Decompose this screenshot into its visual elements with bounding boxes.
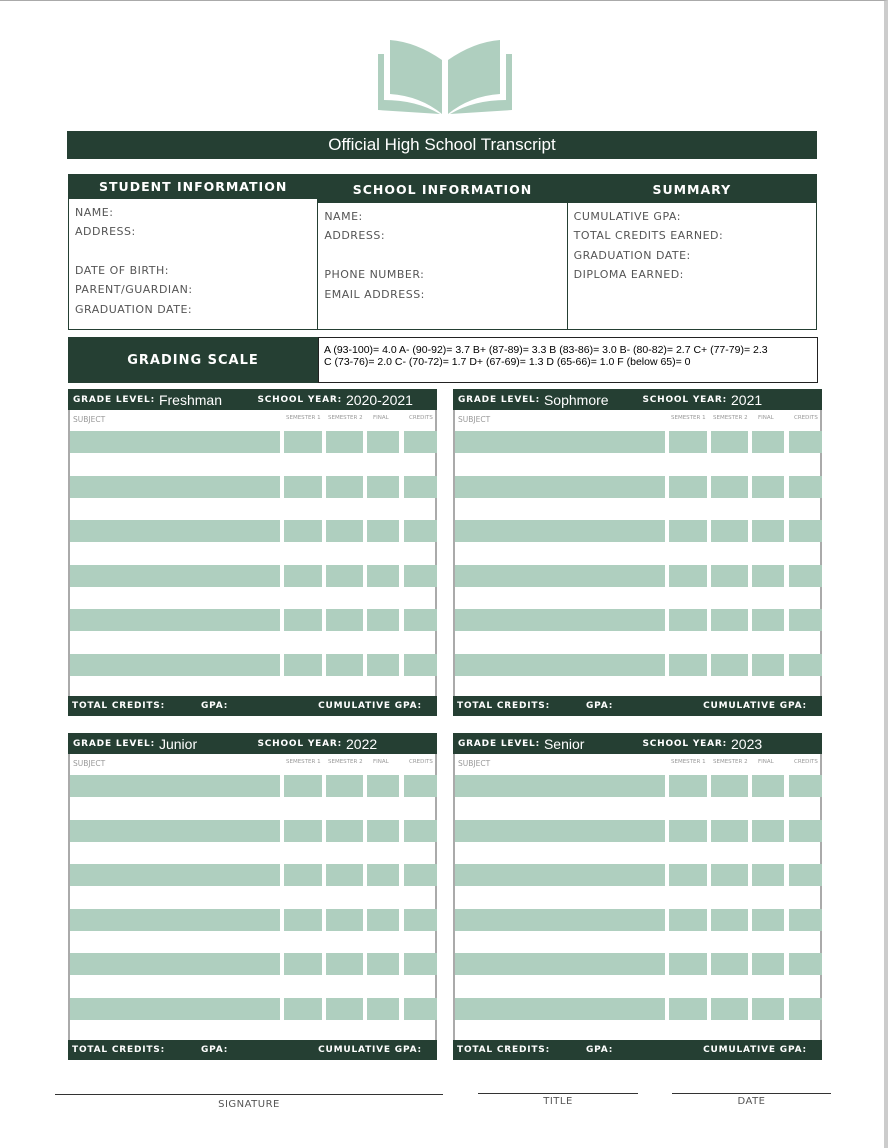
grading-scale-line: A (93-100)= 4.0 A- (90-92)= 3.7 B+ (87-89)= 3.3 B (83-86)= 3.0 B- (80-82)= 2.7 C+ (77-79)= 2.3 [324, 344, 768, 356]
final-cell[interactable] [752, 654, 784, 676]
grade-table-header [453, 733, 822, 754]
field-label [75, 244, 311, 263]
grade-table-footer [453, 696, 822, 716]
gpa-label: GPA: [201, 701, 229, 711]
total-credits-label: TOTAL CREDITS: [72, 1045, 165, 1055]
semester-1-cell[interactable] [284, 654, 322, 676]
subject-cell[interactable] [455, 909, 665, 931]
final-cell[interactable] [367, 820, 399, 842]
credits-cell[interactable] [404, 820, 437, 842]
subject-cell[interactable] [70, 998, 280, 1020]
final-cell[interactable] [367, 864, 399, 886]
final-header: FINAL [373, 759, 389, 765]
subject-header: SUBJECT [73, 415, 106, 424]
grade-level-value: Junior [158, 735, 198, 752]
field-label: GRADUATION DATE: [573, 248, 691, 262]
info-table [68, 174, 817, 330]
final-cell[interactable] [752, 820, 784, 842]
semester-1-cell[interactable] [284, 909, 322, 931]
column-headers [455, 410, 820, 430]
final-cell[interactable] [367, 520, 399, 542]
semester-2-header: SEMESTER 2 [713, 759, 748, 765]
final-header: FINAL [758, 759, 774, 765]
credits-cell[interactable] [404, 998, 437, 1020]
credits-cell[interactable] [404, 476, 437, 498]
semester-1-header: SEMESTER 1 [286, 759, 321, 765]
school-year-label: SCHOOL YEAR: [257, 394, 342, 405]
student-info [69, 175, 318, 329]
grade-table [453, 733, 822, 1060]
grading-scale-label: GRADING SCALE [68, 337, 318, 383]
total-credits-label: TOTAL CREDITS: [457, 1045, 550, 1055]
grade-table-footer [68, 1040, 437, 1060]
final-cell[interactable] [367, 775, 399, 797]
subject-cell[interactable] [455, 953, 665, 975]
subject-header: SUBJECT [458, 759, 491, 768]
semester-1-cell[interactable] [669, 820, 707, 842]
subject-cell[interactable] [70, 909, 280, 931]
credits-cell[interactable] [404, 654, 437, 676]
semester-2-cell[interactable] [326, 909, 363, 931]
credits-cell[interactable] [404, 520, 437, 542]
semester-1-cell[interactable] [284, 609, 322, 631]
subject-cell[interactable] [70, 476, 280, 498]
semester-1-cell[interactable] [284, 998, 322, 1020]
semester-1-header: SEMESTER 1 [671, 415, 706, 421]
final-cell[interactable] [752, 953, 784, 975]
semester-1-cell[interactable] [669, 864, 707, 886]
subject-cell[interactable] [70, 775, 280, 797]
credits-cell[interactable] [789, 775, 822, 797]
gpa-label: GPA: [586, 701, 614, 711]
final-cell[interactable] [367, 909, 399, 931]
grade-table-footer [68, 696, 437, 716]
final-cell[interactable] [752, 998, 784, 1020]
semester-1-header: SEMESTER 1 [671, 759, 706, 765]
final-cell[interactable] [367, 998, 399, 1020]
signature-label: SIGNATURE [218, 1099, 280, 1110]
school-year-label: SCHOOL YEAR: [642, 738, 727, 749]
page-title: Official High School Transcript [67, 131, 817, 159]
semester-2-cell[interactable] [711, 820, 748, 842]
cumulative-gpa-label: CUMULATIVE GPA: [318, 1045, 422, 1055]
final-cell[interactable] [367, 476, 399, 498]
date-line[interactable] [672, 1093, 831, 1094]
semester-1-cell[interactable] [669, 775, 707, 797]
credits-cell[interactable] [789, 654, 822, 676]
semester-2-header: SEMESTER 2 [328, 759, 363, 765]
field-label: DATE OF BIRTH: [75, 263, 169, 277]
credits-header: CREDITS [794, 415, 818, 421]
subject-cell[interactable] [455, 775, 665, 797]
semester-2-cell[interactable] [711, 909, 748, 931]
subject-cell[interactable] [70, 953, 280, 975]
summary-heading: SUMMARY [568, 175, 816, 203]
cumulative-gpa-label: CUMULATIVE GPA: [703, 701, 807, 711]
subject-cell[interactable] [70, 820, 280, 842]
field-label: GRADUATION DATE: [75, 302, 193, 316]
credits-cell[interactable] [404, 864, 437, 886]
grade-table [453, 389, 822, 716]
subject-cell[interactable] [70, 654, 280, 676]
grade-table-footer [453, 1040, 822, 1060]
column-headers [70, 754, 435, 774]
column-headers [70, 410, 435, 430]
gpa-label: GPA: [586, 1045, 614, 1055]
grade-level-label: GRADE LEVEL: [73, 394, 155, 405]
semester-2-cell[interactable] [711, 476, 748, 498]
grade-rows [455, 430, 820, 696]
semester-1-cell[interactable] [284, 953, 322, 975]
credits-cell[interactable] [789, 520, 822, 542]
semester-2-cell[interactable] [711, 998, 748, 1020]
semester-1-cell[interactable] [284, 476, 322, 498]
final-cell[interactable] [752, 565, 784, 587]
school-year-label: SCHOOL YEAR: [642, 394, 727, 405]
student-info-heading: STUDENT INFORMATION [69, 175, 317, 199]
grading-scale-line: C (73-76)= 2.0 C- (70-72)= 1.7 D+ (67-69)= 1.3 D (65-66)= 1.0 F (below 65)= 0 [324, 356, 691, 368]
grade-table-header [68, 733, 437, 754]
final-cell[interactable] [752, 775, 784, 797]
signature-line[interactable] [55, 1094, 443, 1095]
grade-table-header [453, 389, 822, 410]
final-cell[interactable] [752, 431, 784, 453]
subject-cell[interactable] [455, 864, 665, 886]
subject-cell[interactable] [455, 520, 665, 542]
semester-1-cell[interactable] [284, 520, 322, 542]
credits-cell[interactable] [789, 565, 822, 587]
school-year-value: 2021 [731, 391, 763, 408]
semester-1-cell[interactable] [284, 565, 322, 587]
semester-2-cell[interactable] [326, 476, 363, 498]
semester-2-cell[interactable] [326, 864, 363, 886]
field-label: NAME: [75, 205, 114, 219]
subject-cell[interactable] [70, 565, 280, 587]
credits-cell[interactable] [789, 476, 822, 498]
semester-2-cell[interactable] [326, 953, 363, 975]
school-info-heading: SCHOOL INFORMATION [318, 175, 566, 203]
school-year-value: 2022 [346, 735, 378, 752]
grading-scale-box [318, 337, 818, 383]
semester-1-cell[interactable] [284, 775, 322, 797]
grade-level-value: Freshman [158, 391, 222, 408]
grade-rows [70, 430, 435, 696]
semester-2-cell[interactable] [711, 520, 748, 542]
subject-cell[interactable] [70, 431, 280, 453]
semester-1-cell[interactable] [669, 609, 707, 631]
field-label: PARENT/GUARDIAN: [75, 283, 193, 297]
field-label: DIPLOMA EARNED: [573, 268, 684, 282]
cumulative-gpa-label: CUMULATIVE GPA: [318, 701, 422, 711]
semester-1-cell[interactable] [284, 864, 322, 886]
semester-2-header: SEMESTER 2 [328, 415, 363, 421]
semester-1-cell[interactable] [669, 520, 707, 542]
summary [568, 175, 816, 329]
semester-1-cell[interactable] [669, 476, 707, 498]
final-cell[interactable] [752, 476, 784, 498]
grade-level-value: Sophmore [543, 391, 609, 408]
semester-2-cell[interactable] [711, 864, 748, 886]
semester-2-cell[interactable] [711, 565, 748, 587]
credits-header: CREDITS [794, 759, 818, 765]
credits-cell[interactable] [789, 820, 822, 842]
semester-1-cell[interactable] [284, 431, 322, 453]
subject-cell[interactable] [455, 431, 665, 453]
semester-2-cell[interactable] [711, 431, 748, 453]
credits-header: CREDITS [409, 415, 433, 421]
credits-cell[interactable] [404, 431, 437, 453]
open-book-logo-icon [376, 38, 514, 115]
semester-1-header: SEMESTER 1 [286, 415, 321, 421]
semester-2-cell[interactable] [711, 609, 748, 631]
field-label: TOTAL CREDITS EARNED: [573, 229, 724, 243]
credits-cell[interactable] [789, 909, 822, 931]
school-info [318, 175, 567, 329]
subject-cell[interactable] [70, 864, 280, 886]
column-headers [455, 754, 820, 774]
semester-2-cell[interactable] [711, 775, 748, 797]
semester-1-cell[interactable] [669, 909, 707, 931]
semester-1-cell[interactable] [669, 998, 707, 1020]
semester-2-cell[interactable] [326, 654, 363, 676]
final-cell[interactable] [752, 864, 784, 886]
final-cell[interactable] [367, 609, 399, 631]
field-label: ADDRESS: [324, 229, 386, 243]
school-year-value: 2020-2021 [346, 391, 413, 408]
final-header: FINAL [373, 415, 389, 421]
credits-cell[interactable] [404, 775, 437, 797]
grade-level-label: GRADE LEVEL: [458, 738, 540, 749]
final-cell[interactable] [752, 520, 784, 542]
credits-cell[interactable] [789, 431, 822, 453]
field-label: NAME: [324, 210, 363, 223]
semester-2-cell[interactable] [711, 654, 748, 676]
credits-cell[interactable] [789, 609, 822, 631]
subject-cell[interactable] [455, 609, 665, 631]
credits-cell[interactable] [789, 953, 822, 975]
grade-rows [70, 774, 435, 1040]
subject-cell[interactable] [455, 565, 665, 587]
semester-2-cell[interactable] [326, 520, 363, 542]
semester-2-cell[interactable] [326, 820, 363, 842]
semester-2-cell[interactable] [711, 953, 748, 975]
subject-cell[interactable] [455, 998, 665, 1020]
final-header: FINAL [758, 415, 774, 421]
grade-rows [455, 774, 820, 1040]
cumulative-gpa-label: CUMULATIVE GPA: [703, 1045, 807, 1055]
final-cell[interactable] [367, 953, 399, 975]
school-year-value: 2023 [731, 735, 763, 752]
final-cell[interactable] [367, 654, 399, 676]
field-label: PHONE NUMBER: [324, 268, 425, 282]
title-label: TITLE [543, 1096, 573, 1107]
credits-cell[interactable] [404, 565, 437, 587]
subject-cell[interactable] [455, 476, 665, 498]
semester-1-cell[interactable] [669, 431, 707, 453]
grade-level-value: Senior [543, 735, 585, 752]
final-cell[interactable] [752, 909, 784, 931]
subject-header: SUBJECT [458, 415, 491, 424]
final-cell[interactable] [367, 431, 399, 453]
credits-cell[interactable] [789, 998, 822, 1020]
subject-cell[interactable] [70, 520, 280, 542]
semester-2-cell[interactable] [326, 431, 363, 453]
total-credits-label: TOTAL CREDITS: [457, 701, 550, 711]
grade-level-label: GRADE LEVEL: [458, 394, 540, 405]
credits-cell[interactable] [789, 864, 822, 886]
semester-1-cell[interactable] [669, 953, 707, 975]
credits-header: CREDITS [409, 759, 433, 765]
semester-2-cell[interactable] [326, 775, 363, 797]
field-label: CUMULATIVE GPA: [573, 210, 681, 223]
semester-2-header: SEMESTER 2 [713, 415, 748, 421]
subject-cell[interactable] [455, 820, 665, 842]
semester-1-cell[interactable] [669, 565, 707, 587]
subject-cell[interactable] [455, 654, 665, 676]
semester-2-cell[interactable] [326, 998, 363, 1020]
gpa-label: GPA: [201, 1045, 229, 1055]
credits-cell[interactable] [404, 953, 437, 975]
final-cell[interactable] [367, 565, 399, 587]
semester-2-cell[interactable] [326, 609, 363, 631]
grade-table [68, 733, 437, 1060]
grade-level-label: GRADE LEVEL: [73, 738, 155, 749]
semester-1-cell[interactable] [669, 654, 707, 676]
subject-cell[interactable] [70, 609, 280, 631]
credits-cell[interactable] [404, 909, 437, 931]
semester-1-cell[interactable] [284, 820, 322, 842]
title-line[interactable] [478, 1093, 638, 1094]
credits-cell[interactable] [404, 609, 437, 631]
semester-2-cell[interactable] [326, 565, 363, 587]
date-label: DATE [737, 1096, 766, 1107]
field-label: EMAIL ADDRESS: [324, 287, 425, 301]
total-credits-label: TOTAL CREDITS: [72, 701, 165, 711]
school-year-label: SCHOOL YEAR: [257, 738, 342, 749]
field-label [324, 249, 560, 268]
final-cell[interactable] [752, 609, 784, 631]
subject-header: SUBJECT [73, 759, 106, 768]
grade-table [68, 389, 437, 716]
field-label: ADDRESS: [75, 225, 136, 239]
grade-table-header [68, 389, 437, 410]
